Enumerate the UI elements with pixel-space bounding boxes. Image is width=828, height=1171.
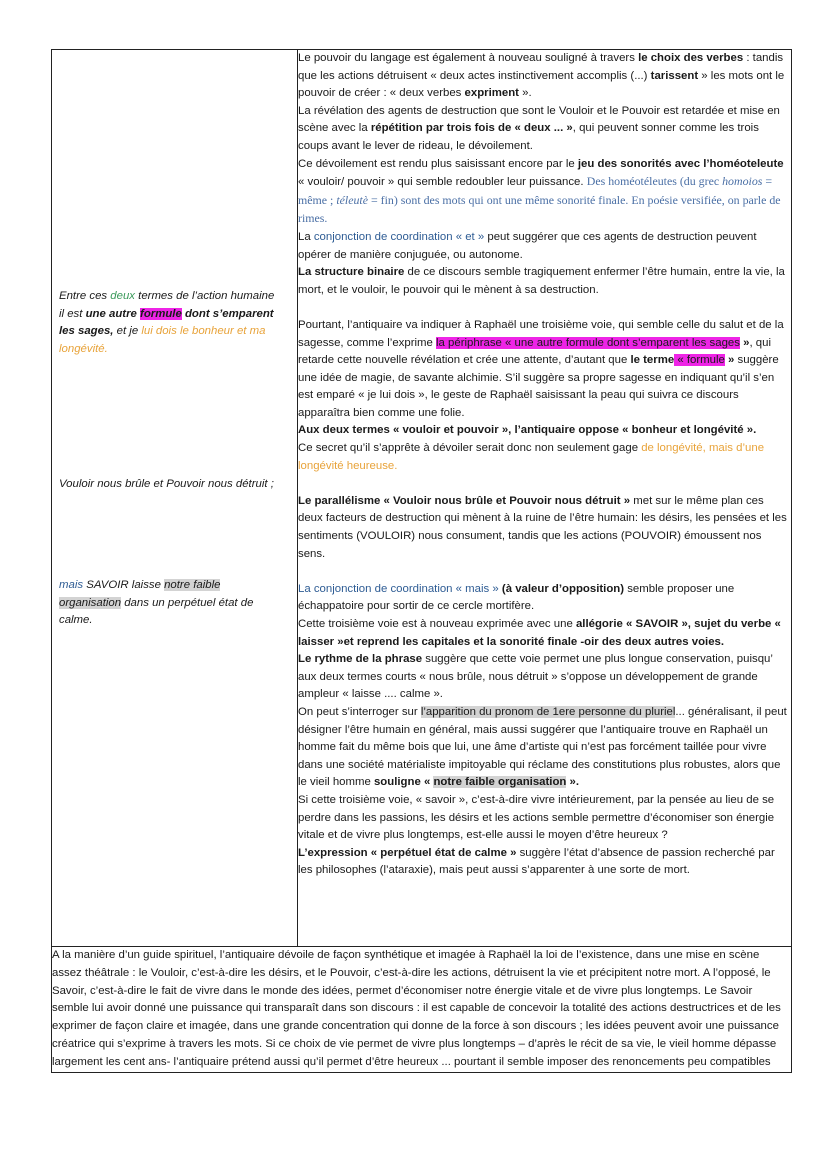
text: La structure binaire <box>298 266 405 279</box>
text: Cette troisième voie est à nouveau exprimée avec une <box>298 618 576 630</box>
text: Le pouvoir du langage est également à nouveau souligné à travers <box>298 52 639 64</box>
paragraph-parallelism <box>298 493 791 563</box>
quote-note-3 <box>59 577 279 630</box>
text: , qui peuvent sonner comme les trois coups avant le lever de rideau, le dévoilement. <box>298 122 759 152</box>
text: expriment <box>464 87 519 100</box>
text: tarissent <box>650 69 699 82</box>
spacer <box>298 563 791 581</box>
summary-paragraph: A la manière d’un guide spirituel, l’antiquaire dévoile de façon synthétique et imagée à Raphaël la loi de l’existence, dans une mise en scène assez théâtrale : le Vouloir, c’est-à-dire les désirs, et le Pouvoir, c’est-à-dire les actions, détruisent la vie et précipitent notre mort. A l’opposé, le Savoir, c’est-à-dire le fait de vivre dans le monde des idées, permet d’économiser notre énergie vitale et de vivre plus longtemps. Le Savoir semble lui avoir donné une puissance qui transparaît dans son discours : il est capable de concevoir la totalité des actions destructrices et de les exprimer de façon claire et imagée, dans une grande concentration qui donne de la force à son discours ; les idées peuvent avoir une puissance créatrice qui s’exprime à travers les mots. Si ce choix de vie permet de vivre plus longtemps – d’après le récit de sa vie, le vieil homme dépasse largement les cent ans- l’antiquaire prétend aussi qu’il permet d’être heureux ... pourtant il semble imposer des renoncements peu compatibles <box>52 947 792 1073</box>
text: Entre ces <box>59 290 111 302</box>
text: La conjonction de coordination « mais » <box>298 582 499 595</box>
text: souligne « <box>373 776 434 789</box>
paragraph-binary-structure <box>298 264 791 299</box>
paragraph-rhythm <box>298 651 791 704</box>
text: suggère l’état d’absence de passion recherché par les philosophes (l’ataraxie), mais peut aussi s’apparenter à une sorte de mort. <box>298 846 775 877</box>
summary-row <box>52 947 792 1073</box>
paragraph-repetition <box>298 103 791 156</box>
text: homoios <box>722 174 763 189</box>
paragraph-calm <box>298 845 791 880</box>
text: peut suggérer que ces agents de destruction peuvent opérer de manière conjuguée, ou autonome. <box>298 230 757 261</box>
text: de longévité, mais d’une longévité heureuse <box>298 442 765 472</box>
text: Ce secret qu’il s’apprête à dévoiler serait donc non seulement gage <box>298 442 642 455</box>
paragraph-opposition: Aux deux termes « vouloir et pouvoir », l’antiquaire oppose « bonheur et longévité ». <box>298 424 757 437</box>
text: formule <box>140 307 182 320</box>
text: SAVOIR laisse <box>83 579 165 591</box>
paragraph-question: Si cette troisième voie, « savoir », c’est-à-dire vivre intérieurement, par la pensée au lieu de se perdre dans les passions, les désirs et les actions semble permettre d’économiser son énergie vitale et de vivre plus longtemps, est-elle aussi le moyen d’être heureux ? <box>298 793 775 842</box>
paragraph-sonorities <box>298 156 791 229</box>
paragraph-third-way <box>298 317 791 423</box>
text: la périphrase « une autre formule dont s’emparent les sages <box>436 336 740 349</box>
text: suggère une idée de magie, de savante alchimie. S’il suggère sa propre sagesse en indiquant qu’il s’en est emparé « je lui dois », le geste de Raphaël saisissant la peau qui suivra ce discours apparaîtra bien comme une folie. <box>298 354 779 419</box>
text: téleutè <box>336 192 369 207</box>
text: jeu des sonorités avec l’homéoteleute <box>577 157 784 170</box>
text: répétition par trois fois de « deux ... » <box>370 122 573 135</box>
text: Pourtant, l’antiquaire va indiquer à Raphaël une troisième voie, qui semble celle du salut et de la sagesse, comme l’exprime <box>298 318 784 349</box>
text: . <box>394 459 398 472</box>
text: » <box>739 336 750 349</box>
text: = fin) sont des mots qui ont une même sonorité finale. En poésie versifiée, on parle de rimes. <box>298 192 781 226</box>
text: Le rythme de la phrase <box>298 653 423 666</box>
text: = même ; <box>298 174 773 207</box>
paragraph-allegory <box>298 616 791 651</box>
text: La révélation des agents de destruction que sont le Vouloir et le Pouvoir est retardée et mise en scène avec la <box>298 104 780 135</box>
text: notre faible organisation <box>59 579 221 609</box>
text: de ce discours semble tragiquement enfermer l’être humain, entre la vie, la mort, et le vouloir, le pouvoir qui le mènent à sa destruction. <box>298 266 785 296</box>
paragraph-conjunction-mais <box>298 581 791 616</box>
text: Des homéotéleutes (du grec <box>586 174 723 189</box>
text: : tandis que les actions détruisent « deux actes instinctivement accomplis (...) <box>298 52 784 82</box>
text: le choix des verbes <box>638 52 744 64</box>
spacer <box>298 475 791 493</box>
paragraph-pronoun <box>298 704 791 792</box>
analysis-row <box>52 50 792 947</box>
spacer <box>298 299 791 317</box>
text: « formule <box>674 354 725 367</box>
text: La <box>298 230 314 243</box>
text: ». <box>518 87 532 100</box>
paragraph-secret <box>298 440 791 475</box>
text: » les mots ont le pouvoir de créer : « deux verbes <box>298 69 785 100</box>
text: , qui retarde cette nouvelle révélation et crée une attente, d’autant que <box>298 336 771 367</box>
text: semble proposer une échappatoire pour sortir de ce cercle mortifère. <box>298 582 735 613</box>
document-page <box>51 49 791 1073</box>
text: « vouloir/ pouvoir » qui semble redoubler leur puissance. <box>298 176 587 189</box>
paragraph-verbs <box>298 50 791 103</box>
text: met sur le même plan ces deux facteurs de destruction qui mènent à la ruine de l’être humain: les désirs, les pensées et les sentiments (VOULOIR) nous consument, tandis que les actions (POUVOIR) émoussent nos sens. <box>298 494 787 560</box>
quote-column <box>52 50 298 947</box>
text: dont s’emparent les sages, <box>59 307 274 338</box>
quote-note-2: Vouloir nous brûle et Pouvoir nous détruit ; <box>59 478 274 490</box>
analysis-table <box>51 49 792 1073</box>
text: termes de l’action humaine il est <box>59 290 275 320</box>
text: ». <box>566 776 580 789</box>
text: notre faible organisation <box>433 776 567 789</box>
commentary-column <box>298 50 792 947</box>
text: le terme <box>630 354 675 367</box>
text: l’apparition du pronom de 1ere personne du pluriel <box>420 705 676 718</box>
text: suggère que cette voie permet une plus longue conservation, puisqu’ aux deux termes courts « nous brûle, nous détruit » s’oppose un développement de grande ampleur « laisse .... calme ». <box>298 653 773 701</box>
paragraph-conjunction-et <box>298 229 791 264</box>
text: (à valeur d’opposition) <box>498 582 625 595</box>
text: mais <box>59 579 84 591</box>
text: et je <box>113 325 142 338</box>
text: Le parallélisme « Vouloir nous brûle et Pouvoir nous détruit » <box>298 494 631 507</box>
text: lui dois le bonheur et ma longévité <box>59 325 266 355</box>
text: . <box>104 342 108 355</box>
text: dans un perpétuel état de calme. <box>59 596 254 627</box>
quote-note-1 <box>59 288 279 358</box>
text: deux <box>110 290 135 302</box>
text: allégorie « SAVOIR », sujet du verbe « laisser »et reprend les capitales et la sonorité finale -oir des deux autres voies. <box>298 618 781 648</box>
text: » <box>724 354 735 367</box>
text: On peut s’interroger sur <box>298 705 421 718</box>
text: L’expression « perpétuel état de calme » <box>298 846 517 859</box>
text: Ce dévoilement est rendu plus saisissant encore par le <box>298 157 578 170</box>
text: une autre <box>85 307 141 320</box>
text: ... généralisant, il peut désigner l’être humain en général, mais aussi suggérer que l’antiquaire trouve en Raphaël un homme fait du même bois que lui, une âme d’artiste qui n’est pas forcément taillée pour vivre dans une société matérialiste impitoyable qui réclame des constitutions plus robustes, alors que le vieil homme <box>298 705 787 789</box>
text: conjonction de coordination « et » <box>313 230 485 243</box>
